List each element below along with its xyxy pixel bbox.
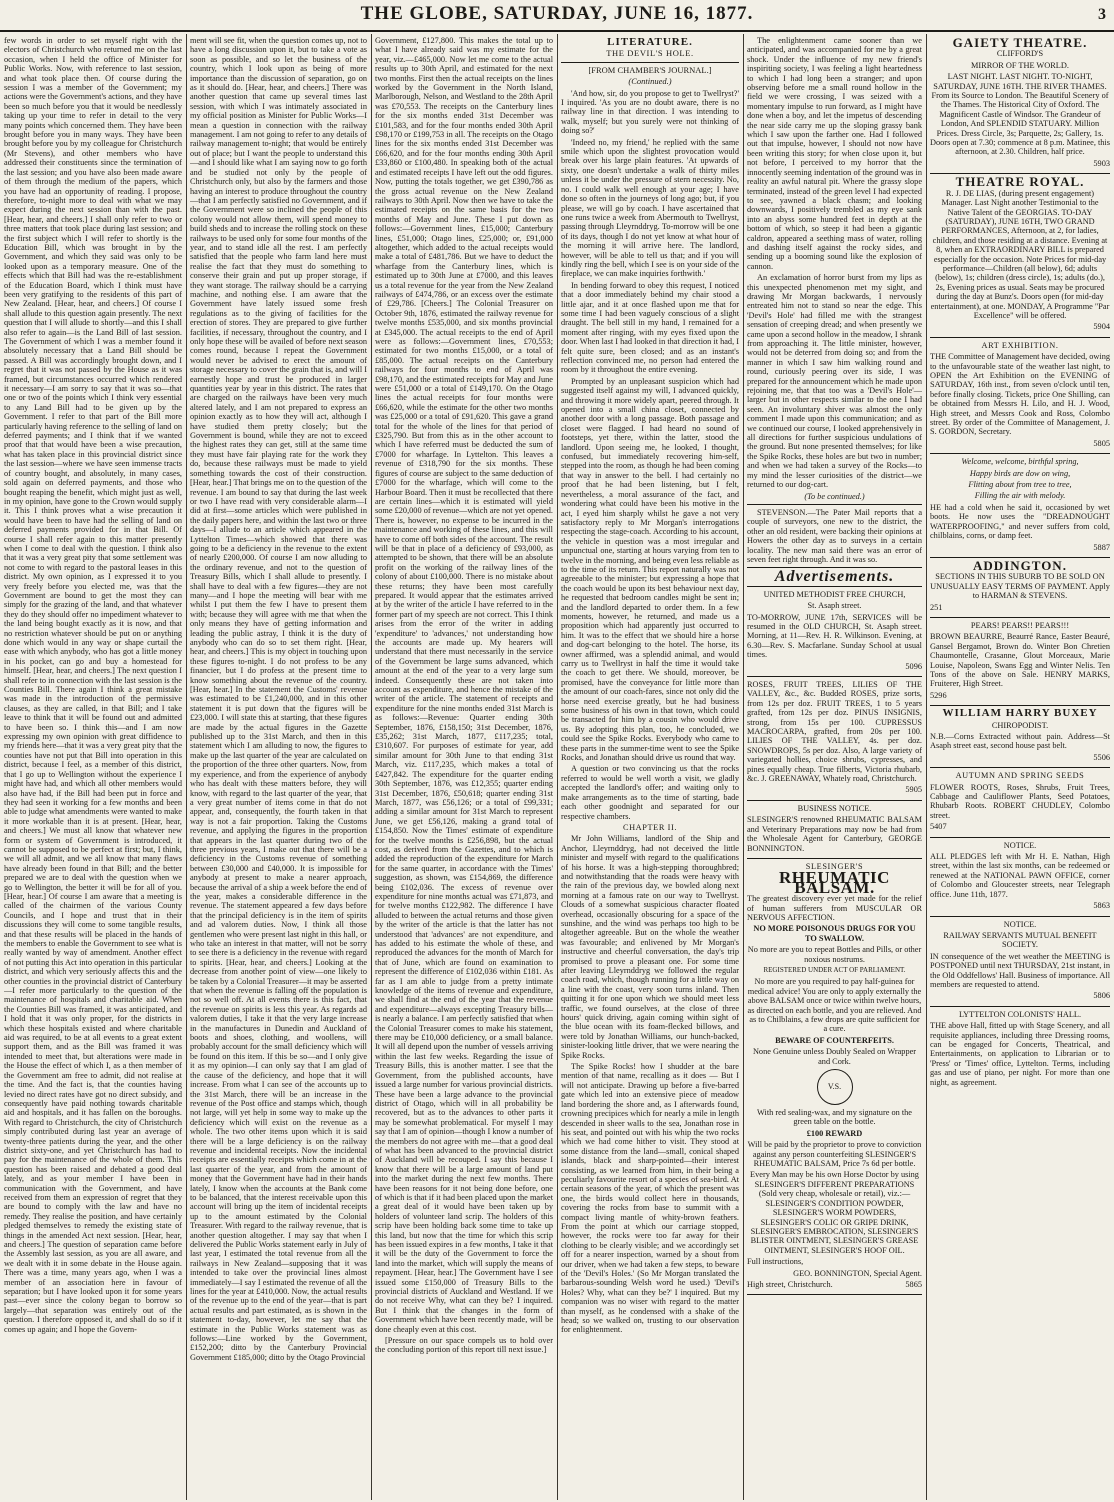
section-heading: LITERATURE. [607,36,693,48]
story-title: THE DEVIL'S HOLE. [606,48,694,59]
column-3 [375,36,553,1498]
ad-theatre-royal [930,174,1110,338]
ad-agent: GEO. BONNINGTON, Special Agent. [793,1268,922,1278]
divider [747,586,922,587]
ad-pretitle: SLESINGER'S [805,861,864,871]
ad-body: HE had a cold when he said it, occasioned by wet boots. He now uses the "DREADNOUGHT WATERPROOFING," and never suffers from cold, chilblains, corns, or damp feet. [930,502,1110,541]
ad-pledges-notice [930,841,1110,917]
ad-body: IN consequence of the wet weather the MEETING is POSTPONED until next THURSDAY, 21st instant, in the Old Oddfellows' Hall. Business of importance. All members are requested to attend. [930,951,1110,989]
ad-ref: 5805 [1093,438,1110,448]
ad-title: WILLIAM HARRY BUXEY [942,707,1098,720]
column-4 [561,36,739,1498]
story-paragraph: The enlightenment came sooner than we anticipated, and was accompanied for me by a great shock. Under the influence of my new friend's inspiriting society, I was feeling a light heartedness to which I had long been a stranger; and upon observing before me a small round hollow in the field we were crossing, I was seized with a momentary impulse to run forward, as I might have done when a boy, and let the impetus of descending the near side carry me up the sloping grassy bank which I saw upon the farther one. Had I followed out that impulse, however, I should not now have been writing this story; for when close upon it, but not before, I perceived to my horror that the innocently seeming indentation of the ground was in reality an awful natural pit. Where the grassy slope terminated, instead of the green level I had expected to see, yawned a black chasm; and looking downwards, I positively trembled as my eye sank into an abyss some hundred feet in depth at the bottom of which, so steep it had been a gigantic caldron, appeared a seething mass of water, rolling and dashing itself against the rocky sides, and sending up a booming sound like the explosion of cannon. [747,36,922,271]
ad-genuine: None Genuine unless Doubly Sealed on Wrapper and Cork. [752,1047,917,1066]
ad-subtitle: St. Asaph street. [807,601,862,611]
column-rule [186,34,187,1500]
ad-methodist-church [747,590,922,677]
ad-ref: 5096 [905,661,922,671]
ad-pears [930,621,1110,706]
ad-body: The greatest discovery ever yet made for the relief of human sufferers from MUSCULAR OR NERVOUS AFFECTION. [747,894,922,922]
ad-ref: 5296 [930,690,947,700]
masthead [0,0,1114,32]
ad-business-notice [747,804,922,859]
ad-ref: 5407 [930,822,947,832]
column-6 [930,36,1110,1498]
column-1 [4,36,182,1498]
ad-ref: 5506 [1093,752,1110,762]
ad-verse: Flitting about from tree to tree, [968,480,1072,490]
story-paragraph: Mr John Williams, landlord of the Ship and Anchor, Lleyrnddryg, had not deceived the little minister and myself with regard to the qualifications of his horse. It was a high-stepping thoroughbred; and notwithstanding that the roads were heavy with the rain of the previous day, we bowled along next morning at a famous rate on our way to Twellryst. Clouds of a somewhat suspicious character floated overhead, occasionally obscuring for a space of the sunshine, and the wind was perhaps too high to be altogether agreeable. But on the whole the weather was favourable; and enlivened by Mr Morgan's instructive and cheerful conversation, the day's trip promised to prove a pleasant one. For some time after leaving Lleyrnddryg we followed the regular coach road, which, though running for a little way on a line with the coast, very soon turns inland. Then quitting it for one upon which we should meet less traffic, we found ourselves, at the close of three hours' quick driving, again coming within sight of the blue ocean with its foam-flecked billows, and were told by Jonathan Williams, our hunch-backed, sinister-looking little driver, that we were nearing the Spike Rocks. [561,834,739,1060]
ad-body: SECTIONS IN THIS SUBURB TO BE SOLD ON UNUSUALLY EASY TERMS OF PAYMENT. Apply to HARMAN & STEVENS. [930,572,1110,601]
ad-address [747,1280,922,1289]
ad-title: ART EXHIBITION. [981,340,1059,350]
ad-title: GAIETY THEATRE. [952,36,1088,50]
ad-chiropodist [930,709,1110,768]
article-paragraph: ment will see fit, when the question comes up, not to have a long discussion upon it, but to take a vote as soon as possible, and so let the business of the country, which I look upon as being of more importance than the discussion of separation, go on as it should do. [Hear, hear, and cheers.] There was another question that came up several times last session, with which I was intimately associated in my official position as Minister for Public Works—I mean a question in connection with the railway management. I am not going to refer to any details of railway management to-night; that would be entirely out of place; but I want the people to understand this—and I should like what I am saying now to go forth and be studied not only by the people of Christchurch only, but also by the farmers and those having an interest to produce throughout the country—that I am perfectly satisfied no Government, and if the Government were so inclined the people of this colony would not allow them, will spend money to build sheds and to increase the rolling stock on these railways to be used only for some four months of the year, and to stand idle all the rest. I am perfectly satisfied that the people who farm land here must realise the fact that they must do something to conserve their grain and put up proper storage, if they want storage. The railway should be a carrying machine, and nothing else. I am aware that the Government have lately issued some fresh regulations as to the giving of facilities for the erection of stores. They are prepared to give further facilities, if necessary, throughout the country, and I only hope these will be availed of before next season comes round, because I repeat the Government would never be advised to erect the amount of storage necessary to cover the grain that is, and will I earnestly hope and trust be produced in larger quantities year by year in this district. The rates that are charged on the railways have been very much altered lately, and I am not prepared to express an opinion exactly as to how they will act, although I have studied them pretty closely; but the Government is bound, while they are not to exceed the highest rates they can get, still at the same time they must have fair playing rate for the work they do, because these railways must be made to yield something towards the cost of their construction. [Hear, hear.] That brings me on to the question of the revenue. I am bound to say that during the last week or two I have read with very considerable alarm—I did at first—some articles which were published in the daily papers here, and within the last two or three days—I allude to an article which appeared in the Lyttelton Times—which showed that there was going to be a deficiency in the revenue to the extent of nearly £200,000. Of course I am now alluding to the ordinary revenue, and not to the question of Treasury Bills, which I shall allude to presently. I shall have to deal with a few figures—they are not many—and I hope the meeting will bear with me whilst I put them the few I have to present them with; because they will agree with me that when the only means they have of getting information and leading the public astray, I think it is the duty of anybody who can do so to set them right. [Hear, hear, and cheers.] This is my object in touching upon these figures to-night. I do not profess to be any financier, but I do profess at the present time to know something about the revenue of the country. [Hear, hear.] In the statement the Customs' revenue was estimated to be £1,240,000, and in this other statement it is put down that the figures will be £23,000. I will state this at starting, that these figures are made by the actual figures in the Gazette published up to the 31st March, and then in this statement which I am alluding to now, the figures to make up the last quarter of the year are calculated on the proportion of the three other quarters. Now, from my experience, and from the experience of anybody who has dealt with these matters before, they will know, with regard to the last quarter of the year, that a very great number of items come in that do not appear, and, consequently, the fourth taken in that way is not a fair proportion. Taking the Customs revenue, and applying the figures in the proportion that appears in the last quarter during two of the three previous years, I make out that there will be a deficiency in the Customs revenue of something between £30,000 and £40,000. It is impossible for anybody at present to make a nearer approach, because the arrival of a ship a week before the end of the year, makes a considerable difference in the revenue. The statement appeared a few days before that the principal deficiency is in the item of spirits and ad valorem duties. Now, I think all those gentlemen who were present last night in this hall, or who take an interest in that matter, will not be sorry to see there is a deficiency in the revenue with regard to spirits. [Hear, hear, and cheers.] Looking at the decrease from another point of view—one likely to be taken by a Colonial Treasurer—it may be asserted that when the revenue is falling off the population is not so well off. At all events there is this fact, that the revenue on spirits is less this year. As regards ad valorem duties, I take it that the very large increase in the manufactures in Dunedin and Auckland of boots and shoes, clothing, and woollens, will probably account for the small deficiency which will be found on this item. If this be so—and I only give it as my opinion—I can only say that I am glad of the cause of the deficiency, and hope that it will increase. From what I can see of the accounts up to the 31st March, there will be an increase in the revenue of the Post office and stamps which, though not large, will yet help in some way to make up the deficiency which will exist on the revenue as a whole. The two other items upon which it is said there will be a large deficiency is on the railway revenue and incidental receipts. Now the incidental receipts are essentially receipts which come in at the last quarter of the year, and from the amount of money that the Government have had in their hands lately, I know when the accounts at the Bank come to be balanced, that the interest receivable upon this account will bring up the item of incidental receipts up to the amount estimated by the Colonial Treasurer. With regard to the railway revenue, that is another question altogether. I may say that when I delivered the Public Works statement early in July of last year, I estimated the total revenue from all the railways in New Zealand—supposing that it was intended to take over the provincial lines almost immediately—I say I estimated the revenue of all the lines for the year at £410,000. Now, the actual results of the revenue up to the end of the year—that is part actual results and part estimated, as is shown in the statement to-day, however, let me say that the estimate in the Public Works statement was as follows:—Line worked by the Government, £152,200; ditto by the Canterbury Provincial Government £185,000; ditto by the Otago Provincial [190,36,367,1362]
chapter-heading: CHAPTER II. [622,822,678,832]
ad-body: With red sealing-wax, and my signature on the green table on the bottle. [757,1108,912,1127]
page-number: 3 [1098,6,1106,23]
story-paragraph: 'Indeed no, my friend,' he replied with the same smile which upon the slightest provocation would break over his large plain features. 'At upwards of sixty, one doesn't undertake a walk of thirty miles unless it be under the pressure of stern necessity. No, no. I could walk well enough at your age; I have done so often in the journeys of long ago; but, if you please, we will go by coach. I have ascertained that one runs twice a week from Abermouth to Twellryst, passing through Lleyrnddryg. To-morrow will be one of its days, though I do not yet know at what hour of the morning it will arrive here. The landlord, however, will be able to tell us that; and if you will kindly ring the bell, which I see is on your side of the fireplace, we can make inquiries forthwith.' [561,137,739,279]
story-paragraph: The Spike Rocks! how I shudder at the bare mention of that name, recalling as it does — But I will not anticipate. Drawing up before a five-barred gate which led into an extensive piece of meadow land bordering the shore and, as I afterwards found, crowning precipices which for nearly a mile in length descended in sheer walls to the sea, Jonathan rose in his seat, and pointed out with his whip the two rocks which we had come hither to visit. They stood at some distance from the land—small, conical shaped islands, black and sharp-pointed—their interest consisting, as we learned from him, in their being a peculiarly favourite resort of a species of sea-bird. At certain seasons of the year, of which the present was one, the birds would collect here in thousands, covering the rocks from base to summit with a compact living mantle of whity-brown feathers. From the point at which our carriage stopped, however, the rocks were too far away for their clothing to be clearly visible; and we accordingly set off for a nearer inspection, warned by a shout from our driver, when we had taken a few steps, to beware of the 'Devil's Holes.' (So Mr Morgan translated the barbarous-sounding Welsh word he used.) 'Devil's Holes? Why, what can they be?' I inquired. But my companion was no wiser with regard to the matter than myself, as he condensed with a shake of the head; so we walked on, trusting to our observation for enlightenment. [561,1062,739,1335]
ad-gaiety-theatre [930,38,1110,174]
column-2 [190,36,367,1498]
ad-verse: Welcome, welcome, birthful spring, [961,457,1079,467]
divider [747,504,922,505]
ad-body: THE Committee of Management have decided, owing to the unfavourable state of the weather last night, to OPEN the Art Exhibition on the EVENING of SATURDAY, 16th inst., from seven o'clock until ten, before finally closing. Tickets, price One Shilling, can be obtained from Messrs H. Lilo, and H. J. Wood, High street, and Messrs Cook and Ross, Colombo street. By order of the Committee of Management, J. S. GORDON, Secretary. [930,352,1110,437]
ad-colonists-hall [930,1010,1110,1092]
ad-seeds [930,771,1110,837]
story-paragraph: Prompted by an unpleasant suspicion which had suggested itself against my will, I advanced quickly, and throwing it more widely apart, peered through. It opened into a small china closet, connected by another door with a long passage. Both passage and closet were flagged. I had heard no sound of footsteps, yet there, within the latter, stood the landlord. Upon seeing me, he looked, I thought, confused, but immediately recovering him-self, stepped into the room, as though he had been coming that way in answer to the bell. I had certainly no proof that he had been listening, but I felt, nevertheless, a moral assurance of the fact, and wondering what could have been his motive in the act, I eyed him sharply whilst he gave a not very satisfactory reply to Mr Morgan's interrogations respecting the stage-coach. According to his account, the vehicle in question was a most irregular and unpunctual one, starting at hours varying from ten to twelve in the morning, and being even less reliable as to the time of its return. This report naturally was not agreeable to the minister; but expressing a hope that the coach would be upon its best behaviour next day, he requested that bedroom candles might be sent in; and the landlord departed to order them. In a few moments, however, he returned, and made us a proposition which had apparently just occurred to him. It was to the effect that we should hire a horse and dog-cart belonging to the hotel. The horse, its owner affirmed, was a splendid animal, and would carry us to Twellryst in half the time it would take the coach to get there. We should, moreover, be promised, have the conveyance for little more than the amount of our coach-fares, since not only did the horse need exercise greatly, but he had business some business of his own in that town, which could be transacted for him by a cousin who would drive us. By adopting this plan, too, he concluded, we could see the Spike Rocks. Everybody who came to these parts in the summer-time went to see the Spike Rocks, and Jonathan should drive us round that way. [561,376,739,763]
column-rule [557,34,558,1500]
ad-address-text: High street, Christchurch. [747,1279,833,1289]
ad-body: ALL PLEDGES left with Mr H. E. Nathan, High street, within the last six months, can be redeemed or renewed at the NATIONAL PAWN OFFICE, corner of Colombo and Gloucester streets, near Telegraph office. June 11th, 1877. [930,852,1110,899]
ad-title: RHEUMATIC BALSAM. [779,868,890,897]
ad-body: Every Man may be his own Horse Doctor by using SLESINGER'S DIFFERENT PREPARATIONS (Sold very cheap, wholesale or retail), viz.:— SLESINGER'S CONDITION POWDER, SLESINGER'S WORM POWDERS, SLESINGER'S COLIC OR GRIPE DRINK, SLESINGER'S EMBROCATION, SLESINGER'S BLISTER OINTMENT, SLESINGER'S GREASE OINTMENT, SLESINGER'S HOOF OIL. [750,1170,919,1255]
column-rule [926,34,927,1500]
column-rule [371,34,372,1500]
ad-title: NOTICE. [1003,840,1037,850]
masthead-title: THE GLOBE, SATURDAY, JUNE 16, 1877. [360,3,754,24]
ad-body: N.B.—Corns Extracted without pain. Address—St Asaph street east, second house past belt. [930,732,1110,751]
ad-instructions: Full instructions, [747,1257,804,1267]
ad-body: FLOWER ROOTS, Roses, Shrubs, Fruit Trees, Cabbage and Cauliflower Plants, Seed Potatoes, Rhubarb Roots. ROBERT CHUDLEY, Colombo street. [930,782,1110,820]
ad-dreadnought [930,457,1110,558]
story-paragraph: An exclamation of horror burst from my lips as this unexpected phenomenon met my sight, and drawing Mr Morgan backwards, I nervously entreated him not to stand so near the edge. This 'Devil's Hole' had filled me with the strangest sensation of creeping dread; and when presently we came upon a second hollow in the meadow, I shrank from approaching it. The little minister, however, would not be deterred from doing so; and from the manner in which I saw him walking round and round, curiously peering over its side, I was prepared for the announcement which he made upon rejoining me, that that too was a 'Devil's Hole'—larger but in other respects similar to the one I had seen. An involuntary shiver was almost the only comment I made upon this communication; and as we continued our course, I looked apprehensively in all directions for further suspicious undulations of the ground. But none presented themselves; for like the Spike Rocks, these holes are but two in number; and when we had taken a survey of the Rocks—to my mind the lesser curiosities of the district—we returned to our dog-cart. [747,273,922,490]
ad-caps: NO MORE POISONOUS DRUGS FOR YOU TO SWALLOW. [753,924,916,943]
ad-body: BROWN BEAURRE, Beaurré Rance, Easter Beauré, Gansel Bergamot, Brown do. Winter Bon Chretien Chaumontelle, Crasanne, Glout Morceaux, Marie Louise, Napoleon, Swans Egg and Winter Nelis. Ten Tons of the above on Sale. HENRY MARKS, Fruiterer, High Street. [930,632,1110,689]
ad-title: UNITED METHODIST FREE CHURCH, [763,589,906,599]
divider [561,62,739,63]
ad-rheumatic-balsam [747,862,922,1295]
ad-beware: BEWARE OF COUNTERFEITS. [775,1035,894,1045]
ad-body: Will be paid by the proprietor to prove to conviction against any person counterfeiting SLESINGER'S RHEUMATIC BALSAM, Price 7s 6d per bottle. [747,1140,922,1169]
ad-ref: 5865 [905,1279,922,1289]
ad-body: ROSES, FRUIT TREES, LILIES OF THE VALLEY, &c., &c. Budded ROSES, prize sorts, from 12s per doz. FRUIT TREES, 1 to 5 years grafted, from 12s per doz. PINUS INSIGNIS, strong, from 15s per 100. CUPRESSUS MACROCARPA, grafted, from 20s per 100. LILIES OF THE VALLEY, 4s. per doz. SNOWDROPS, 5s per doz. Also, A large variety of variegated hollies, choice shrubs, cypresses, and pines equally cheap. True filberts, Victoria rhubarb, &c. J. GREENAWAY, Whately road, Christchurch. [747,680,922,784]
ad-roses-fruit-trees [747,680,922,801]
ad-line: CLIFFORD'S [996,49,1044,59]
advertisements-heading: Advertisements. [774,568,895,586]
ad-body: No more are you required to pay half-guinea for medical advice! You are only to apply externally the above BALSAM once or twice within twelve hours, as directed on each bottle, and you are relieved. And as to Chilblains, a few drops are quite sufficient for a cure. [747,977,922,1034]
ad-subtitle: CHIROPODIST. [991,720,1049,730]
ad-ref: 5887 [1093,542,1110,552]
ad-body: R. J. DE LIAS, (during present engagement) Manager. Last Night another Testimonial to the Native Talent of the GEORGIAS. TO-DAY (SATURDAY), JUNE 16TH, TWO GRAND PERFORMANCES, Afternoon, at 2, for ladies, children, and those residing at a distance. Evening at 8, when an EXTRAORDINARY BILL is prepared especially for the occasion. Note Prices for mid-day performance—Children (all below), 6d; adults (below), 1s; children (dress circle), 1s; adults (do.), 2s, Evening prices as usual. Seats may be procured during the day at Bunz's. Doors open (for mid-day entertainment), at one. MONDAY, A Programme "Par Excellence" will be offered. [930,188,1110,320]
ad-ref: 5863 [1093,901,1110,911]
ad-body: THE above Hall, fitted up with Stage Scenery, and all requisite appliances, including three Dressing rooms, can be engaged for Concerts, Theatrical, and Entertainments, on application to Librarian or to 'Press' or 'Times' office, Lyttelton. Terms, including gas and use of piano, per night. For more than one night, as agreement. [930,1021,1110,1087]
ad-title: NOTICE. [1003,919,1037,929]
article-paragraph: Government, £127,800. This makes the total up to what I have already said was my estimate for the year, viz.—£465,000. Now let me come to the actual results up to 30th April, and estimated for the next two months. First then the actual receipts on the lines worked by the Government in the North Island, Marlborough, Nelson, and Westland to the 28th April was £70,553. The receipts on the Canterbury lines for the six months ended 31st December was £101,583, and for the four months ended 30th April £98,170 or £199,753 in all. The receipts on the Otago lines for the six months ended 31st December was £66,620, and for the four months ending 30th April £33,860 or £100,480. In speaking both of the actual and estimated receipts I have left out the odd figures. Now, putting the totals together, we get £390,786 as the gross actual revenue on the New Zealand railways to 30th April. Now then we have to take the estimated receipts on the same basis for the two months of May and June. These I put down as follows:—Government lines, £15,000; Canterbury lines, £51,000; Otago lines, £25,000; or, £91,000 altogether, which added to the actual receipts would make a total of £481,786. But we have to deduct the wharfage from the Canterbury lines, which is estimated up to 30th June at £7000, and this leaves us a total revenue for the year from the New Zealand railways of £474,786, or an excess over the estimate of £29,786. [Cheers.] The Colonial Treasurer on October 9th, 1876, estimated the railway revenue for twelve months £535,000, and six months provincial at £345,000. The actual receipts to the end of April were as follows:—Government lines, £70,553; estimated for two months £15,000, or a total of £85,000. The actual receipts on the Canterbury railways for four months to end of April was £98,170, and the estimated receipts for May and June were £51,000 or a total of £149,170. On the Otago lines the actual receipts for four months were £66,620, while the estimate for the other two months was £25,000 or a total of £91,620. This gave a grand total for the whole of the lines for that period of £325,790. But from this as in the other account to which I have referred must be deducted the sum of £7000 for wharfage. In Lyttelton. This leaves a revenue of £318,790 for the six months. These figures of course are subject to the same deduction of £7000 for the wharfage, which will come to the Harbour Board. Then it must be recollected that there are certain lines—which it is estimated will yield some £20,000 of revenue—which are not yet opened. There is, however, no expense to be incurred in the maintenance and working of these lines, and this will have to come off both sides of the account. The result will be that in place of a deficiency of £93,000, as attempted to be shown, that there will be an absolute profit on the working of the railway lines of the colony of about £100,000. There is no mistake about these returns; they have been most carefully prepared. It would appear that the estimates arrived at by the writer of the article I have referred to in the former part of my speech are not correct. This I think arises from the error of the writer in adding 'expenditure' to 'advances,' not understanding how the accounts are made up. My hearers will understand that there must necessarily in the service of the Government be large sums advanced, which amount at the end of the year to a very large sum indeed. Consequently these are not taken into account as expenditure, and hence the mistake of the writer of the article. The statement of receipts and expenditure for the nine months ended 31st March is as follows:—Revenue: Quarter ending 30th September, 1876, £158,150; 31st December, 1876, £35,262; 31st March, 1877, £117,235; total, £310,607. For purposes of estimate for year, add similar amount for 30th June to that ending 31st March, viz. £117,235, which makes a total of £427,842. The expenditure for the quarter ending 30th September, 1876, was £12,355; quarter ending 31st December, 1876, £50,618; quarter ending 31st March, 1877, was £56,126; or a total of £99,331; adding a similar amount for 31st March to represent June, we get £56,126, making a grand total of £154,850. Now the Times' estimate of expenditure for the twelve months is £256,898, but the actual cost, as derived from the Gazettes, and to which is added the reproduction of the expenditure for March for the same quarter, in accordance with the Times' suggestion, as shown, was £154,869, the difference being £102,036. The excess of revenue over expenditure for nine months actual was £71,873, and for twelve months £122,982. The difference I have alluded to between the actual returns and those given by the writer of the article is that the latter has not understood that 'advances' are not expenditure, and has added to his estimate the whole of these, and reproduced the advances for the month of March for that of June, which are found on examination to represent the difference of £102,036 within £181. As far as I am able to judge from a pretty intimate knowledge of the items of revenue and expenditure, we shall find at the end of the year that the revenue and expenditure—always excepting Treasury bills—is nearly a balance. I am perfectly satisfied that when the Colonial Treasurer comes to make his statement, there may be £10,000 deficiency, or a small balance. It will all depend upon the number of vessels arriving within the last few weeks. Regarding the issue of Treasury Bills, this is another matter. I see that the Government, from the published accounts, have issued a large number for various provincial districts. These have been a large advance to the provincial district of Otago, which will in all probability be recovered, but as to the advances to other parts it may be somewhat problematical. For myself I may say that I am of opinion—though I know a number of the members do not agree with me—that a good deal of what has been advanced to the provincial district of Auckland will be recouped. I say this because I know that there will be a large amount of land put into the market during the next few months. There have been reasons for it not being done before, one of which is that if it had been placed upon the market a great deal of it would have been taken up by holders of volunteer land scrip. The holders of this scrip have been holding back some time to take up this land, but now that the time for which this scrip has been issued expires in a few months, I take it that it will be the duty of the Government to force the land into the market, which will supply the means of repayment. [Hear, hear.] The Government have I see issued some £150,000 of Treasury Bills to the provincial districts of Auckland and Westland. If we do not receive Why, what can they be? I inquired. But I think that the changes in the form of Government which have been recently made, will be done cheaply even at this cost. [375,36,553,1334]
ad-title: THEATRE ROYAL. [955,174,1085,190]
to-be-continued: (To be continued.) [804,491,865,501]
article-paragraph: few words in order to set myself right with the electors of Christchurch who returned me on the last occasion, when I held the office of Minister for Public Works. Now, with reference to last session, and what took place then. Of course during the session I was a member of the Government; my actions were the Government's actions, and they have been so much before you that it would be needlessly taking up your time to refer in detail to the very many points which concerned them. They have been brought before you in many ways. They have been brought before you by my colleague for Christchurch (Mr Stevens), and other members who have addressed their constituents since the termination of the last session; and you have also been made aware of them through the medium of the papers, which you have had an opportunity of reading. I propose, therefore, to-night more to deal with what we may expect during the next session than with the past. [Hear, hear, and cheers.] I shall only refer to two or three matters that took place during last session; and the first subject which I will refer to shortly is the Education Bill, which was brought in by the Government, and which they said was only to be looked upon as a temporary measure. One of the effects which that Bill had was the re-establishment of the Education Board, which I think must have been very gratifying to the residents of this part of New Zealand. [Hear, hear, and cheers.] Of course I shall allude to this question again presently. The next question that I will allude to shortly—and this I shall also refer to again—is the Land Bill of last session. The Government of which I was a member found it absolutely necessary that a Land Bill should be passed. A Bill was accordingly brought down, and I regret that it was not passed by the House as it was framed, but circumstances occurred which rendered it necessary—I am sorry to say that it was so—that one or two of the points which I think very essential to any Land Bill had to be given up by the Government. I refer to that part of the Bill more particularly having reference to the selling of land on deferred payments; and I think that if we wanted proof that that would have been a wise precaution, what has taken place in this provincial district since the last session—where we have seen immense tracts of country bought, and absolutely, in many cases, sold again on deferred payments, and those who bought reaping the benefit, which might just as well, in my opinion, have gone to the Crown would supply it. This I think proves what a wise precaution it would have been to have had the selling of land on deferred payments provided for in that Bill. Of course I shall refer again to this matter presently when I come to deal with the question. I think also that it was a very great pity that some settlement was not come to with regard to the pastoral leases in this district. My own opinion, as I expressed it to you very freely before you elected me, was that the Government are bound to get the most they can simply for the grazing of the land, and that whatever they do they should offer no impediment whatever to the land being bought exactly as it is now, and that no restriction whatever should be put on or anything done which would in any way or shape curtail the ease with which anybody, who has got a little money in his pocket, can go and buy a homestead for himself. [Hear, hear, and cheers.] The next question I shall refer to in connection with the last session is the Counties Bill. There again I think a great mistake was made in the introduction of the permissive clauses, as they are called, in that Bill; and I take leave to think that it will be found out and admitted to have been so. I think this—and I am now expressing my own opinion with great diffidence to my friends here—that it was a very great pity that the counties have not put that Bill into operation in this district, because I feel, as a member of this district, that I go up to Wellington without the experience I might have had, and which all other members would also have had, if the Bill had been put in force and they had seen it working for a few months and been able to judge what amendments were wanted to make it more workable than it is at present. [Hear, hear, and cheers.] We must all know that whatever new form or system of Government is introduced, it cannot be supposed to be perfect at first; but, I think, we will all admit, and we all know that many flaws have already been found in that Bill; and the better prepared we are to deal with the question when we go to Wellington, the better it will be for all of you. [Hear, hear.] Of course I am aware that a meeting is called of the chairmen of the various County Councils, and I hope and trust that in their discussions they will come to some tangible results, and that these results will be placed in the hands of the members to enable the Government to see what is really wanted by way of amendment. Another effect of not putting this Act into operation in this particular district, and which very seriously affects this and the other counties in the provincial district of Canterbury—I refer more particularly to the question of the maintenance of hospitals and charitable aid. When the Counties Bill was framed, it was anticipated, and I hold that it was only proper, for the districts in which these hospitals existed and where charitable aid was required, to be at all events to a great extent support them, and as the Bill was framed it was intended to meet that, but alterations were made in the House the effect of which I, as a then member of the Government am free to admit, did not realise at the time. And the fact is, that the counties having levied no direct rates have got no direct subsidy, and consequently have paid nothing towards charitable aid and hospitals, and it has fallen on the boroughs. With regard to Christchurch, the city of Christchurch simply contributed during last year an average of twenty-three patients during the year, and the other district sixty-one, and yet Christchurch has had to pay for the maintenance of the whole of them. This question has been raised and debated a good deal lately, and as your member I have been in communication with the Government, and have received from them an expression of regret that they are bound to comply with the law and have no remedy. They realise the position, and have certainly pledged themselves to remedy the existing state of things in the amended Act next session. [Hear, hear, and cheers.] The question of separation came before the Assembly last session, as you are all aware, and we dealt with it in some debate in the House again. There was a time, many years ago, when I was a member of an association here in favour of separation; but I have looked upon it for some years past—ever since the colony began to borrow so largely—that separation was entirely out of the question. I therefore opposed it, and shall do so if it comes up again; and I hope the Govern- [4,36,182,1334]
ad-ref: 5903 [1093,158,1110,168]
ad-ref: 251 [930,602,943,612]
ad-verse: Filling the air with melody. [974,491,1066,501]
story-paragraph: 'And how, sir, do you propose to get to Twellryst?' I inquired. 'As you are no doubt aware, there is no railway line in that direction. I was intending to walk, myself; but you surely were not thinking of doing so?' [561,88,739,136]
ad-title: PEARS! PEARS!! PEARS!!! [970,620,1070,630]
story-source: [FROM CHAMBER'S JOURNAL.] [588,64,712,75]
column-5 [747,36,922,1498]
ad-title: BUSINESS NOTICE. [797,803,872,813]
ad-addington [930,557,1110,618]
ad-registered: REGISTERED UNDER ACT OF PARLIAMENT. [763,965,906,974]
ad-title: LYTTELTON COLONISTS' HALL. [958,1009,1082,1019]
news-brief: STEVENSON.—The Pater Mail reports that a couple of surveyors, one new to the district, the other an old resident, were backing their opinions at Howers the other day as to surveys in a certain locality. The new man said there was an error of seven feet right through. And it was so. [747,507,922,564]
ad-verse: Happy birds are dow on wing, [969,468,1071,478]
ad-ref: 5904 [1093,322,1110,332]
ad-ref: 5905 [905,785,922,795]
ad-reward: £100 REWARD [806,1128,863,1138]
ad-body: TO-MORROW, JUNE 17th, SERVICES will be resumed in the OLD CHURCH, St. Asaph street. Morning, at 11—Rev. H. R. Wilkinson. Evening, at 6.30—Rev. S. Macfarlane. Sunday School at usual times. [747,612,922,660]
ad-subtitle: RAILWAY SERVANTS MUTUAL BENEFIT SOCIETY. [943,930,1097,950]
story-paragraph: In bending forward to obey this request, I noticed that a door immediately behind my chair stood a little ajar, and it at once flashed upon me that for some time I had been vaguely conscious of a slight draught. The bell still in my hand, I remained for a moment after ringing, with my eyes fixed upon the door. When last I had looked in that direction it had, I felt quite sure, been closed; and as an instant's reflection convinced me, no person had entered the room by it throughout the entire evening. [561,280,739,375]
ad-body: SLESINGER'S renowned RHEUMATIC BALSAM and Veterinary Preparations may now be had from the Wholesale Agent for Canterbury, GEORGE BONNINGTON. [747,815,922,853]
seal-icon: V.S. [817,1069,853,1105]
ad-railway-society [930,920,1110,1007]
continued-label: (Continued.) [628,76,672,87]
ad-ref: 5806 [1093,991,1110,1001]
ad-title: AUTUMN AND SPRING SEEDS [955,771,1085,781]
ad-body: No more are you to repeat Bottles and Pills, or other noxious nostrums. [747,945,922,964]
story-paragraph: A question or two convincing us that the rocks referred to would be well worth a visit, we gladly accepted the landlord's offer; and waiting only to make arrangements as to the time of starting, bade each other goodnight and separated for our respective chambers. [561,764,739,821]
ad-body: LAST NIGHT. LAST NIGHT. TO-NIGHT, SATURDAY, JUNE 16TH. THE RIVER THAMES. From its Source to London. The Beautiful Scenery of the Thames. The Historical City of Oxford. The Magnificent Castle of Windsor. The Grandeur of London, And SPLENDID STATUARY. Million Prices. Dress Circle, 3s; Parquette, 2s; Gallery, 1s. Doors open at 7.30; commence at 8 p.m. Matinee, this afternoon, at 2.30. Children, half price. [930,72,1110,157]
ad-art-exhibition [930,341,1110,454]
column-rule [743,34,744,1500]
editor-note: [Pressure on our space compels us to hold over the concluding portion of this report till next issue.] [375,1336,553,1355]
ad-title: ADDINGTON. [973,557,1067,573]
ad-line: MIRROR OF THE WORLD. [971,60,1069,70]
